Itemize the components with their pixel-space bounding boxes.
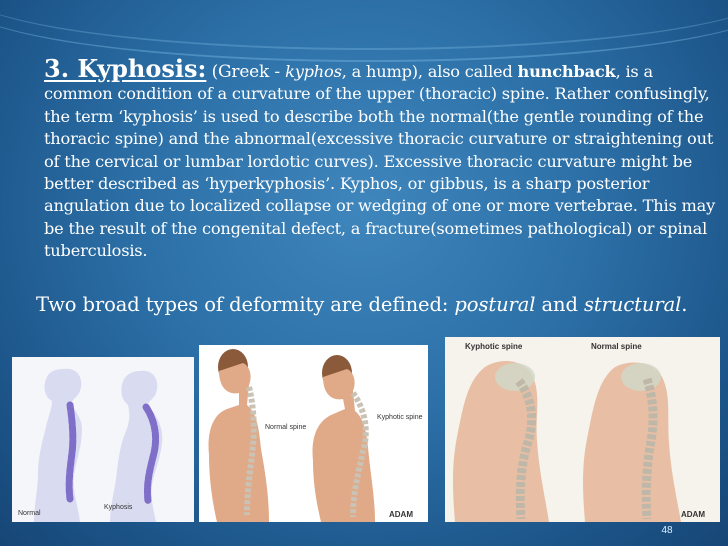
kyphotic-vs-normal-torso-image [445,337,720,522]
label-kyphotic-spine: Kyphotic spine [377,414,423,421]
label-normal: Normal [18,510,41,517]
page-number: 48 [661,525,673,536]
slide-title: 3. Kyphosis: [44,54,207,83]
torso-spine-illustration [445,337,720,522]
text-segment: , is a common condition of a curvature of the upper (thoracic) spine. Rather confusingly, the term ‘kyphosis’ is used to describe both the normal(the gentle rounding of the thoracic spine) and the abnormal(excessive thoracic curvature or straightening out of the cervical or lumbar lordotic curves). Excessive thoracic curvature might be better described as ‘hyperkyphosis’. Kyphos, or gibbus, is a sharp posterior angulation due to localized collapse or wedging of one or more vertebrae. This may be the result of the congenital defect, a fracture(sometimes pathological) or spinal tuberculosis. [44,62,716,261]
main-paragraph [44,54,720,263]
text-segment: . [681,293,688,316]
text-italic: postural [454,293,536,316]
silhouette-comparison-image [12,357,194,522]
silhouette-illustration [12,357,194,522]
label-normal-spine: Normal spine [591,342,642,351]
text-italic: kyphos [285,62,342,81]
normal-spine [69,405,73,499]
men-spine-illustration [199,345,428,522]
normal-vs-kyphotic-spine-image [199,345,428,522]
label-kyphotic-spine: Kyphotic spine [465,342,523,351]
adam-logo: ADAM [389,510,413,519]
label-normal-spine: Normal spine [265,424,307,431]
text-segment: , a hump), also called [341,62,518,81]
text-bold: hunchback [517,62,616,81]
text-segment: Two broad types of deformity are defined: [36,293,455,316]
text-segment: (Greek - [206,62,286,82]
adam-logo: ADAM [681,510,705,519]
text-segment: and [535,293,585,316]
deformity-types-paragraph [36,292,716,318]
text-italic: structural [584,293,682,316]
label-kyphosis: Kyphosis [104,504,133,511]
